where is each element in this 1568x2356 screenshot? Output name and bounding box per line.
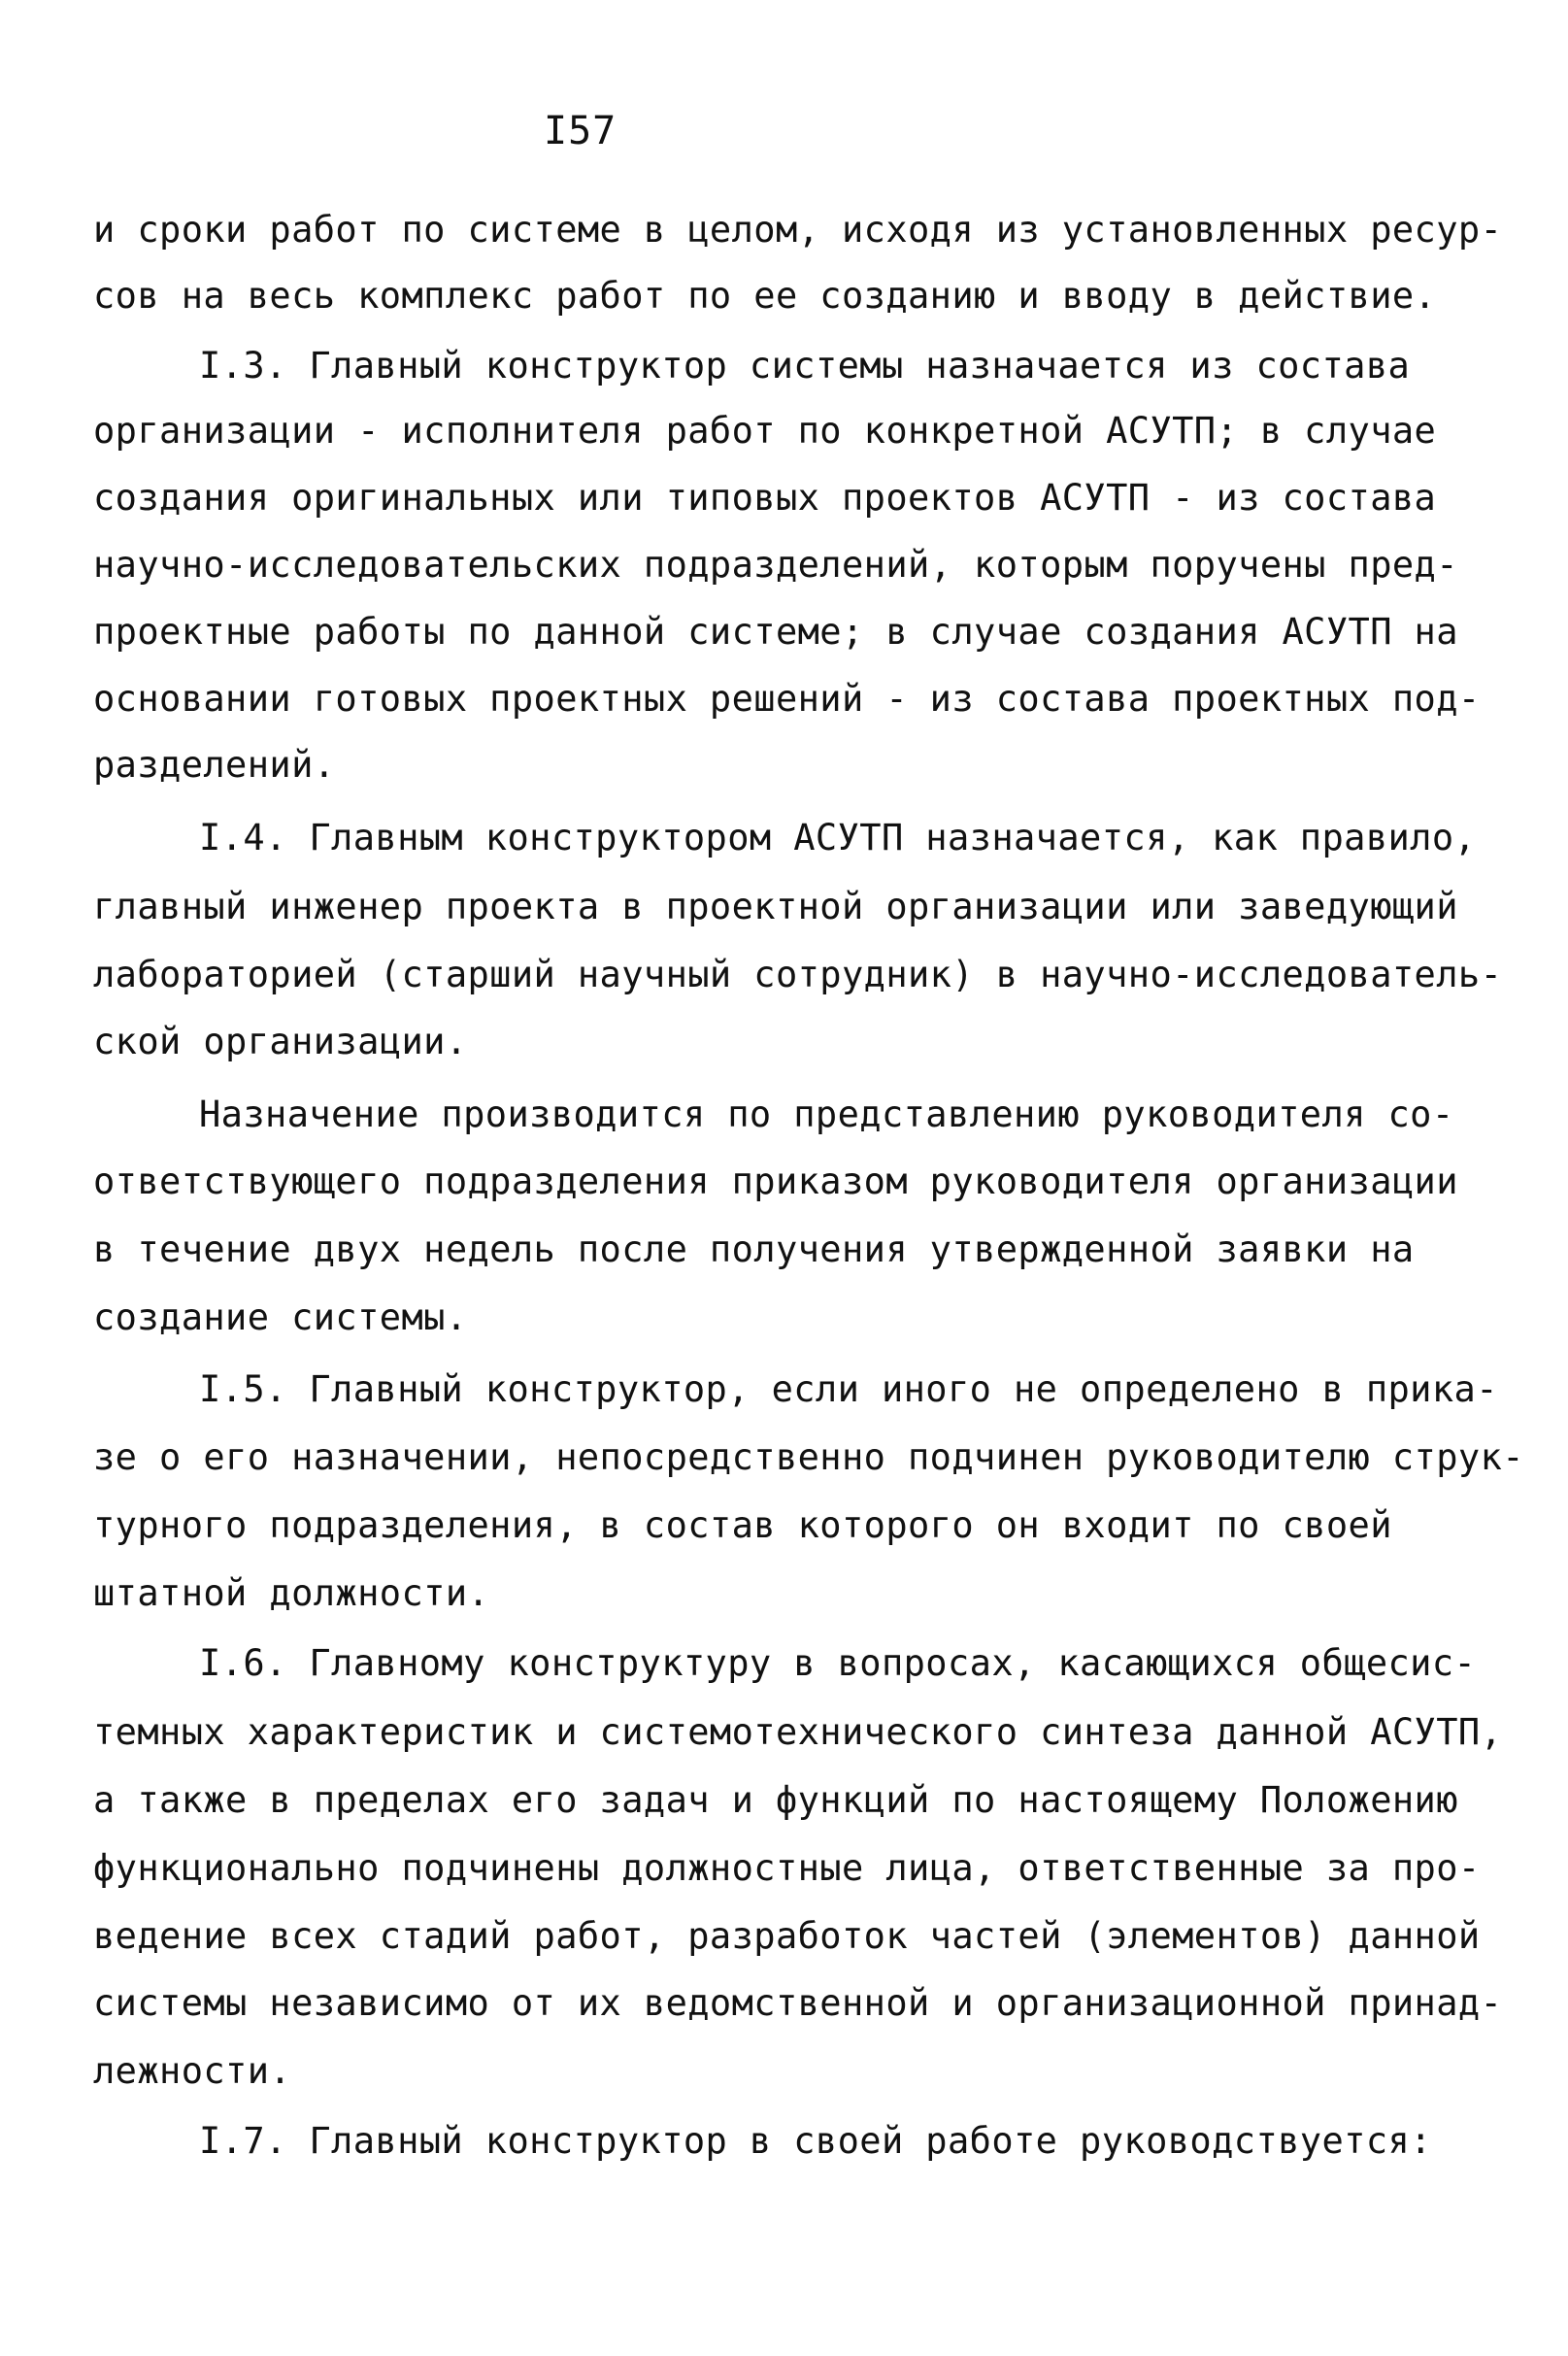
page-number: I57 [544,109,617,153]
text-line: зе о его назначении, непосредственно подчинен руководителю струк- [93,1436,1524,1478]
text-line: системы независимо от их ведомственной и организационной принад- [93,1982,1503,2024]
paragraph-start: I.5. Главный конструктор, если иного не определено в прика- [199,1368,1498,1410]
text-line: лабораторией (старший научный сотрудник) в научно-исследователь- [93,954,1503,995]
text-line: и сроки работ по системе в целом, исходя из установленных ресур- [93,209,1503,251]
text-line: главный инженер проекта в проектной организации или заведующий [93,886,1458,927]
text-line: функционально подчинены должностные лица, ответственные за про- [93,1847,1481,1889]
text-line: сов на весь комплекс работ по ее созданию и вводу в действие. [93,275,1437,317]
text-line: научно-исследовательских подразделений, которым поручены пред- [93,544,1458,586]
text-line: темных характеристик и системотехнического синтеза данной АСУТП, [93,1711,1503,1753]
text-line: разделений. [93,744,336,786]
text-line: ведение всех стадий работ, разработок частей (элементов) данной [93,1915,1481,1957]
text-line: создания оригинальных или типовых проектов АСУТП - из состава [93,477,1437,519]
text-line: а также в пределах его задач и функций по настоящему Положению [93,1779,1458,1821]
paragraph-start: I.7. Главный конструктор в своей работе руководствуется: [199,2120,1432,2162]
paragraph-start: I.4. Главным конструктором АСУТП назначается, как правило, [199,817,1477,858]
text-line: ответствующего подразделения приказом руководителя организации [93,1161,1458,1202]
text-line: организации - исполнителя работ по конкретной АСУТП; в случае [93,410,1437,452]
text-line: в течение двух недель после получения утвержденной заявки на [93,1228,1415,1270]
text-line: ской организации. [93,1021,468,1062]
text-line: штатной должности. [93,1572,490,1614]
text-line: создание системы. [93,1296,468,1338]
text-line: основании готовых проектных решений - из состава проектных под- [93,678,1481,720]
text-line: проектные работы по данной системе; в случае создания АСУТП на [93,611,1458,653]
text-line: турного подразделения, в состав которого он входит по своей [93,1504,1392,1546]
paragraph-start: Назначение производится по представлению руководителя со- [199,1094,1454,1135]
paragraph-start: I.6. Главному конструктуру в вопросах, касающихся общесис- [199,1642,1477,1684]
text-line: лежности. [93,2050,292,2092]
paragraph-start: I.3. Главный конструктор системы назначается из состава [199,345,1411,387]
